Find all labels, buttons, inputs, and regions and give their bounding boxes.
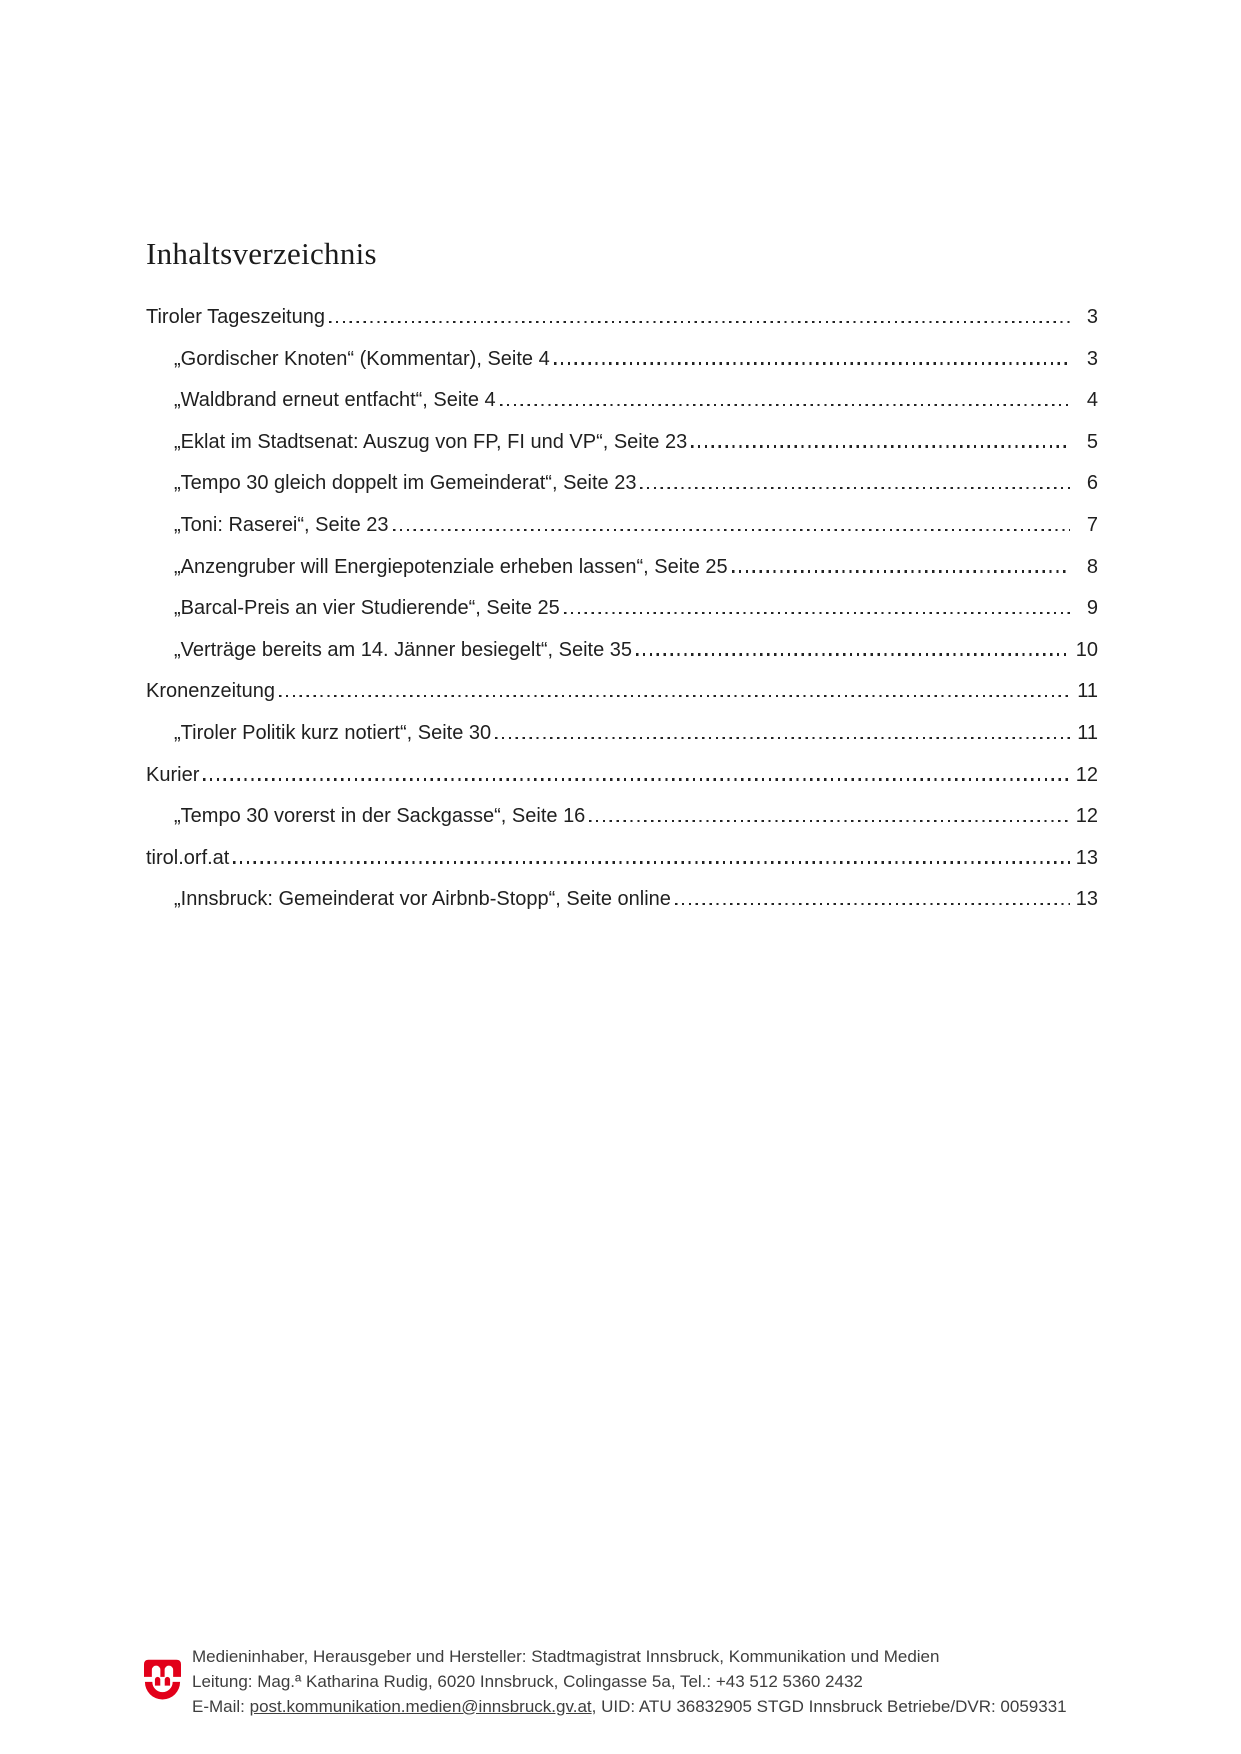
toc-page-number: 6 bbox=[1086, 472, 1098, 495]
toc-entry[interactable] bbox=[146, 547, 1098, 589]
toc-page-number: 7 bbox=[1086, 513, 1098, 536]
toc-entry[interactable] bbox=[146, 755, 1098, 797]
toc-leader-dots bbox=[554, 362, 1070, 364]
toc-entry-label: „Barcal-Preis an vier Studierende“, Seite 25 bbox=[174, 597, 560, 620]
toc-page-number: 10 bbox=[1075, 638, 1098, 661]
toc-page-number: 11 bbox=[1077, 721, 1098, 744]
footer-email-link[interactable]: post.kommunikation.medien@innsbruck.gv.at bbox=[249, 1696, 592, 1716]
toc-page-number: 5 bbox=[1086, 430, 1098, 453]
toc-page-number: 3 bbox=[1086, 306, 1098, 328]
toc-page-number: 9 bbox=[1086, 597, 1098, 620]
toc-entry[interactable] bbox=[146, 796, 1098, 838]
toc-entry[interactable] bbox=[146, 879, 1098, 921]
toc-leader-dots bbox=[233, 861, 1070, 863]
toc-entry-label: „Tempo 30 vorerst in der Sackgasse“, Seite 16 bbox=[174, 805, 586, 828]
toc-entry-label: „Toni: Raserei“, Seite 23 bbox=[174, 513, 389, 536]
toc-entry[interactable] bbox=[146, 588, 1098, 630]
footer-email-label: E-Mail: bbox=[192, 1696, 250, 1716]
toc-leader-dots bbox=[640, 487, 1070, 489]
toc-page-number: 12 bbox=[1075, 805, 1098, 828]
toc-leader-dots bbox=[589, 820, 1070, 822]
toc-entry-label: „Tempo 30 gleich doppelt im Gemeinderat“, Seite 23 bbox=[174, 472, 637, 495]
toc-entry-label: tirol.orf.at bbox=[146, 846, 230, 869]
toc-leader-dots bbox=[500, 404, 1070, 406]
toc-leader-dots bbox=[279, 695, 1070, 697]
toc-entry-label: Kronenzeitung bbox=[146, 680, 275, 703]
toc-entry[interactable] bbox=[146, 713, 1098, 755]
toc-page-number: 13 bbox=[1075, 846, 1098, 869]
toc-entry-label: Tiroler Tageszeitung bbox=[146, 306, 325, 328]
toc-entry[interactable] bbox=[146, 505, 1098, 547]
footer-line-publisher: Medieninhaber, Herausgeber und Hersteller: Stadtmagistrat Innsbruck, Kommunikation und Medien bbox=[192, 1647, 940, 1666]
toc-entry[interactable] bbox=[146, 838, 1098, 880]
toc-page-number: 3 bbox=[1086, 347, 1098, 370]
toc-page-number: 11 bbox=[1077, 680, 1098, 703]
toc-entry[interactable] bbox=[146, 339, 1098, 381]
toc-entry-label: „Innsbruck: Gemeinderat vor Airbnb-Stopp“, Seite online bbox=[174, 888, 671, 911]
toc-page-number: 12 bbox=[1075, 763, 1098, 786]
toc-entry[interactable] bbox=[146, 630, 1098, 672]
toc-leader-dots bbox=[636, 653, 1070, 655]
toc-page-number: 8 bbox=[1086, 555, 1098, 578]
toc-list bbox=[146, 297, 1098, 921]
innsbruck-city-logo-icon bbox=[144, 1659, 181, 1703]
toc-entry[interactable] bbox=[146, 297, 1098, 339]
toc-leader-dots bbox=[564, 612, 1070, 614]
toc-leader-dots bbox=[393, 529, 1070, 531]
footer-line-contact: Leitung: Mag.ª Katharina Rudig, 6020 Innsbruck, Colingasse 5a, Tel.: +43 512 5360 2432 bbox=[192, 1671, 863, 1691]
footer-imprint bbox=[192, 1645, 1067, 1719]
toc-entry-label: „Anzengruber will Energiepotenziale erheben lassen“, Seite 25 bbox=[174, 555, 728, 578]
toc-page-number: 13 bbox=[1075, 888, 1098, 911]
page-title: Inhaltsverzeichnis bbox=[146, 236, 377, 271]
toc-leader-dots bbox=[675, 903, 1070, 905]
toc-entry[interactable] bbox=[146, 671, 1098, 713]
footer-uid-text: , UID: ATU 36832905 STGD Innsbruck Betriebe/DVR: 0059331 bbox=[591, 1696, 1067, 1716]
toc-leader-dots bbox=[495, 737, 1070, 739]
toc-entry[interactable] bbox=[146, 422, 1098, 464]
toc-entry[interactable] bbox=[146, 380, 1098, 422]
toc-leader-dots bbox=[691, 445, 1070, 447]
toc-entry-label: Kurier bbox=[146, 763, 200, 786]
toc-entry-label: „Tiroler Politik kurz notiert“, Seite 30 bbox=[174, 721, 492, 744]
toc-leader-dots bbox=[329, 321, 1070, 323]
toc-leader-dots bbox=[203, 778, 1070, 780]
toc-entry-label: „Waldbrand erneut entfacht“, Seite 4 bbox=[174, 389, 496, 412]
footer-line-email-uid bbox=[192, 1695, 1067, 1720]
toc-entry-label: „Verträge bereits am 14. Jänner besiegelt“, Seite 35 bbox=[174, 638, 633, 661]
toc-page-number: 4 bbox=[1086, 389, 1098, 412]
toc-entry-label: „Gordischer Knoten“ (Kommentar), Seite 4 bbox=[174, 347, 550, 370]
toc-entry[interactable] bbox=[146, 463, 1098, 505]
toc-entry-label: „Eklat im Stadtsenat: Auszug von FP, FI und VP“, Seite 23 bbox=[174, 430, 688, 453]
toc-leader-dots bbox=[732, 570, 1070, 572]
